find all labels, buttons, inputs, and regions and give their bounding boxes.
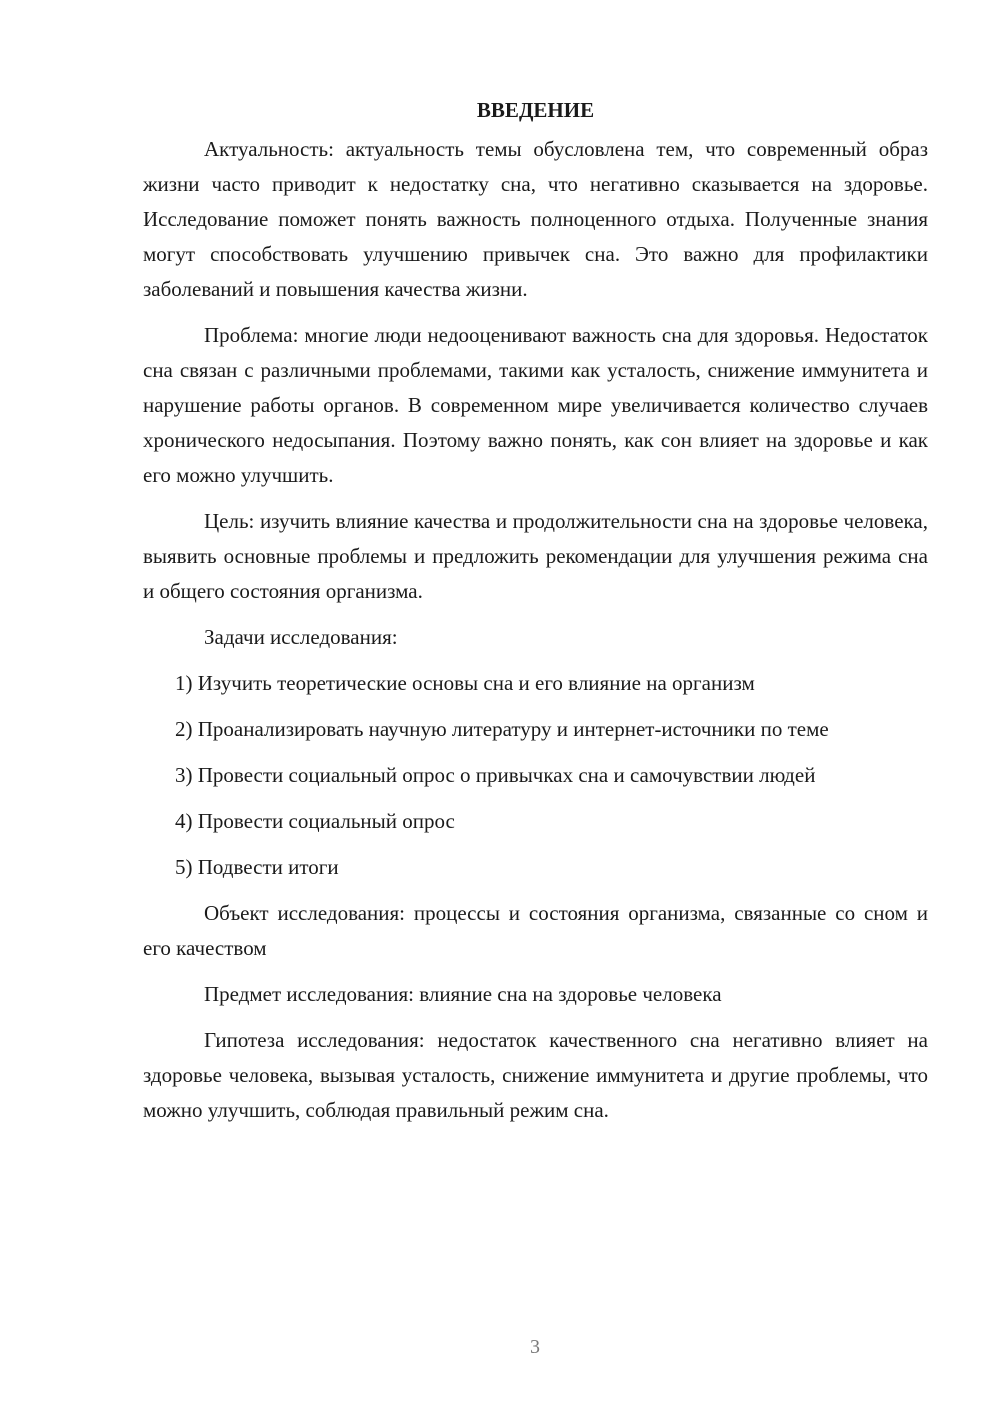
document-content (143, 93, 928, 1128)
paragraph-goal: Цель: изучить влияние качества и продолжительности сна на здоровье человека, выявить основные проблемы и предложить рекомендации для улучшения режима сна и общего состояния организма. (143, 509, 928, 603)
paragraph-hypothesis: Гипотеза исследования: недостаток качественного сна негативно влияет на здоровье человека, вызывая усталость, снижение иммунитета и другие проблемы, что можно улучшить, соблюдая правильный режим сна. (143, 1028, 928, 1122)
task-item-2: 2) Проанализировать научную литературу и интернет-источники по теме (175, 717, 829, 741)
page-title: ВВЕДЕНИЕ (476, 98, 595, 122)
paragraph-object: Объект исследования: процессы и состояния организма, связанные со сном и его качеством (143, 901, 928, 960)
page-number: 3 (530, 1336, 540, 1358)
paragraph-subject: Предмет исследования: влияние сна на здоровье человека (204, 982, 722, 1006)
tasks-heading: Задачи исследования: (204, 625, 398, 649)
task-item-1: 1) Изучить теоретические основы сна и его влияние на организм (175, 671, 755, 695)
paragraph-relevance: Актуальность: актуальность темы обусловлена тем, что современный образ жизни часто приводит к недостатку сна, что негативно сказывается на здоровье. Исследование поможет понять важность полноценного отдыха. Полученные знания могут способствовать улучшению привычек сна. Это важно для профилактики заболеваний и повышения качества жизни. (143, 137, 928, 301)
paragraph-problem: Проблема: многие люди недооценивают важность сна для здоровья. Недостаток сна связан с различными проблемами, такими как усталость, снижение иммунитета и нарушение работы органов. В современном мире увеличивается количество случаев хронического недосыпания. Поэтому важно понять, как сон влияет на здоровье и как его можно улучшить. (143, 323, 928, 487)
task-item-4: 4) Провести социальный опрос (175, 809, 455, 833)
task-item-5: 5) Подвести итоги (175, 855, 339, 879)
task-item-3: 3) Провести социальный опрос о привычках сна и самочувствии людей (175, 763, 816, 787)
